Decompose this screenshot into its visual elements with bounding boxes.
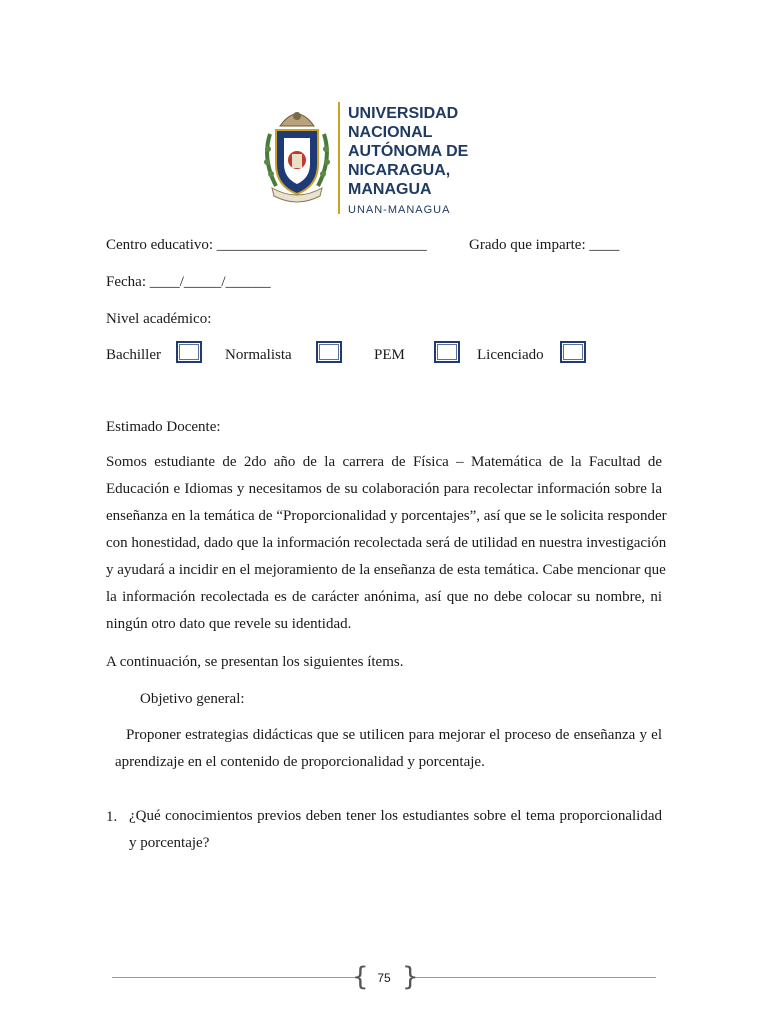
paragraph-line: Educación e Idiomas y necesitamos de su colaboración para recolectar información sobre la — [106, 481, 662, 497]
paragraph-line: y ayudará a incidir en el mejoramiento de la enseñanza de esta temática. Cabe mencionar que — [106, 562, 666, 578]
greeting: Estimado Docente: — [106, 419, 221, 435]
logo-line: NACIONAL — [348, 124, 433, 141]
question-text — [129, 803, 662, 857]
logo-divider — [338, 102, 340, 214]
paragraph-line: ningún otro dato que revele su identidad. — [106, 616, 352, 632]
question-number: 1. — [106, 809, 118, 825]
grado-field[interactable]: Grado que imparte: ____ — [469, 237, 620, 253]
option-label-pem: PEM — [374, 347, 405, 363]
footer-rule-left — [112, 977, 356, 978]
objective-paragraph — [115, 722, 662, 776]
logo-subtitle: UNAN-MANAGUA — [348, 204, 451, 216]
university-logo — [262, 100, 482, 218]
brace-right-icon: } — [402, 962, 419, 992]
paragraph-line: aprendizaje en el contenido de proporcionalidad y porcentaje. — [115, 754, 485, 770]
logo-line: MANAGUA — [348, 181, 432, 198]
centro-educativo-field[interactable]: Centro educativo: ____________________________ — [106, 237, 427, 253]
checkbox-licenciado[interactable] — [560, 341, 586, 363]
logo-line: AUTÓNOMA DE — [348, 143, 469, 160]
paragraph-line: Proponer estrategias didácticas que se utilicen para mejorar el proceso de enseñanza y el — [126, 727, 662, 743]
logo-line: UNIVERSIDAD — [348, 105, 459, 122]
continuation-text: A continuación, se presentan los siguientes ítems. — [106, 654, 404, 670]
paragraph-line: enseñanza en la temática de “Proporcionalidad y porcentajes”, así que se le solicita responder — [106, 508, 667, 524]
option-label-licenciado: Licenciado — [477, 347, 544, 363]
paragraph-line: la información recolectada es de carácter anónima, así que no debe colocar su nombre, ni — [106, 589, 662, 605]
checkbox-normalista[interactable] — [316, 341, 342, 363]
intro-paragraph — [106, 449, 667, 638]
brace-left-icon: { — [352, 962, 369, 992]
paragraph-line: con honestidad, dado que la información recolectada será de utilidad en nuestra investigación — [106, 535, 667, 551]
logo-text — [348, 104, 468, 220]
objective-title: Objetivo general: — [140, 691, 245, 707]
footer-rule-right — [412, 977, 656, 978]
crest-icon — [262, 104, 332, 204]
checkbox-bachiller[interactable] — [176, 341, 202, 363]
logo-line: NICARAGUA, — [348, 162, 451, 179]
option-label-bachiller: Bachiller — [106, 347, 161, 363]
page-number: 75 — [377, 971, 391, 985]
paragraph-line: ¿Qué conocimientos previos deben tener los estudiantes sobre el tema proporcionalidad — [129, 808, 662, 824]
fecha-field[interactable]: Fecha: ____/_____/______ — [106, 274, 271, 290]
nivel-academico-label: Nivel académico: — [106, 311, 212, 327]
checkbox-pem[interactable] — [434, 341, 460, 363]
paragraph-line: Somos estudiante de 2do año de la carrera de Física – Matemática de la Facultad de — [106, 454, 662, 470]
option-label-normalista: Normalista — [225, 347, 292, 363]
paragraph-line: y porcentaje? — [129, 835, 210, 851]
